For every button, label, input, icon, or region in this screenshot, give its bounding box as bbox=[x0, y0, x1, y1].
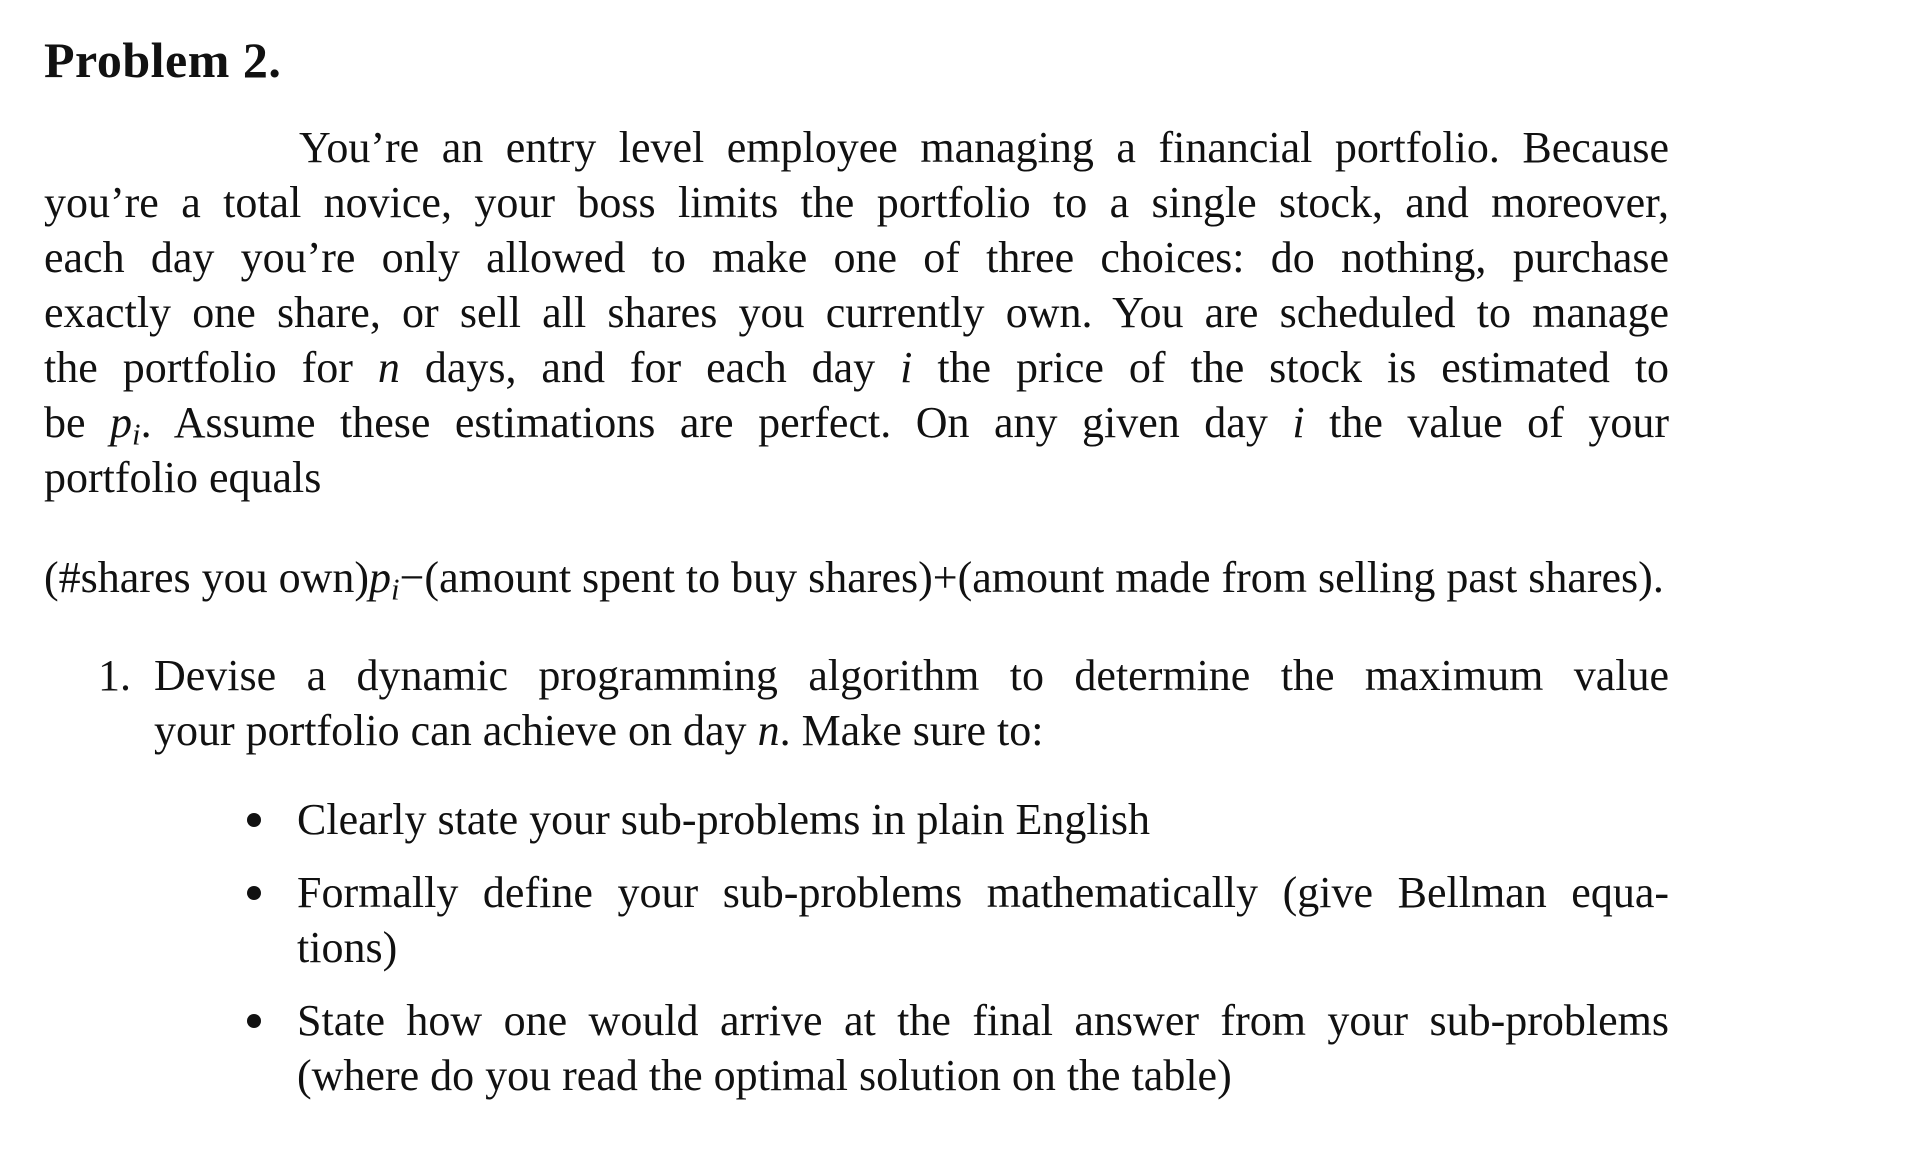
list-item bbox=[199, 993, 1669, 1103]
list-item bbox=[199, 865, 1669, 975]
math-variable-n: n bbox=[757, 706, 780, 755]
math-variable-i: i bbox=[1292, 398, 1305, 447]
bullet-text: Clearly state your sub-problems in plain English bbox=[297, 795, 1150, 844]
statement-line-3: each day you’re only allowed to make one of three choices: do nothing, purchase bbox=[44, 233, 1669, 282]
statement-line-1: You’re an entry level employee managing a financial portfolio. Because bbox=[299, 123, 1669, 172]
statement-line-6 bbox=[44, 395, 1669, 450]
bullet-text-line-2: (where do you read the optimal solution on the table) bbox=[297, 1051, 1232, 1100]
math-subscript-i: i bbox=[391, 572, 400, 607]
question-line-1: Devise a dynamic programming algorithm to determine the maximum value bbox=[154, 651, 1669, 700]
text-segment: . Assume these estimations are perfect. On any given day bbox=[140, 398, 1268, 447]
question-number: 1. bbox=[98, 651, 131, 700]
question-line-2 bbox=[154, 703, 1669, 758]
bullet-text-line-1: Formally define your sub-problems mathematically (give Bellman equa- bbox=[297, 868, 1669, 917]
math-variable-p: p bbox=[110, 398, 133, 447]
text-segment: be bbox=[44, 398, 86, 447]
portfolio-value-formula bbox=[44, 550, 1876, 605]
math-variable-i: i bbox=[900, 343, 913, 392]
problem-title: Problem 2. bbox=[44, 32, 282, 88]
question-text bbox=[154, 648, 1669, 758]
math-variable-p: p bbox=[369, 553, 392, 602]
statement-line-4: exactly one share, or sell all shares you currently own. You are scheduled to manage bbox=[44, 288, 1669, 337]
text-segment: the portfolio for bbox=[44, 343, 353, 392]
text-segment: the price of the stock is estimated to bbox=[937, 343, 1670, 392]
text-segment: the value of your bbox=[1329, 398, 1669, 447]
math-subscript-i: i bbox=[132, 417, 141, 452]
bullet-icon bbox=[247, 886, 261, 900]
formula-part: −(amount spent to buy shares)+(amount made from selling past shares). bbox=[399, 553, 1664, 602]
requirements-list bbox=[199, 792, 1669, 1121]
statement-line-7: portfolio equals bbox=[44, 453, 322, 502]
text-segment: days, and for each day bbox=[424, 343, 876, 392]
text-segment: your portfolio can achieve on day bbox=[154, 706, 747, 755]
question-item-1 bbox=[98, 648, 1669, 758]
bullet-icon bbox=[247, 813, 261, 827]
statement-line-2: you’re a total novice, your boss limits the portfolio to a single stock, and moreover, bbox=[44, 178, 1669, 227]
bullet-text-line-1: State how one would arrive at the final answer from your sub-problems bbox=[297, 996, 1669, 1045]
statement-line-5 bbox=[44, 340, 1669, 395]
list-item bbox=[199, 792, 1669, 847]
math-variable-n: n bbox=[377, 343, 400, 392]
bullet-text-line-2: tions) bbox=[297, 923, 398, 972]
bullet-icon bbox=[247, 1014, 261, 1028]
formula-part: (#shares you own) bbox=[44, 553, 370, 602]
text-segment: . Make sure to: bbox=[779, 706, 1044, 755]
problem-statement bbox=[44, 120, 1669, 505]
